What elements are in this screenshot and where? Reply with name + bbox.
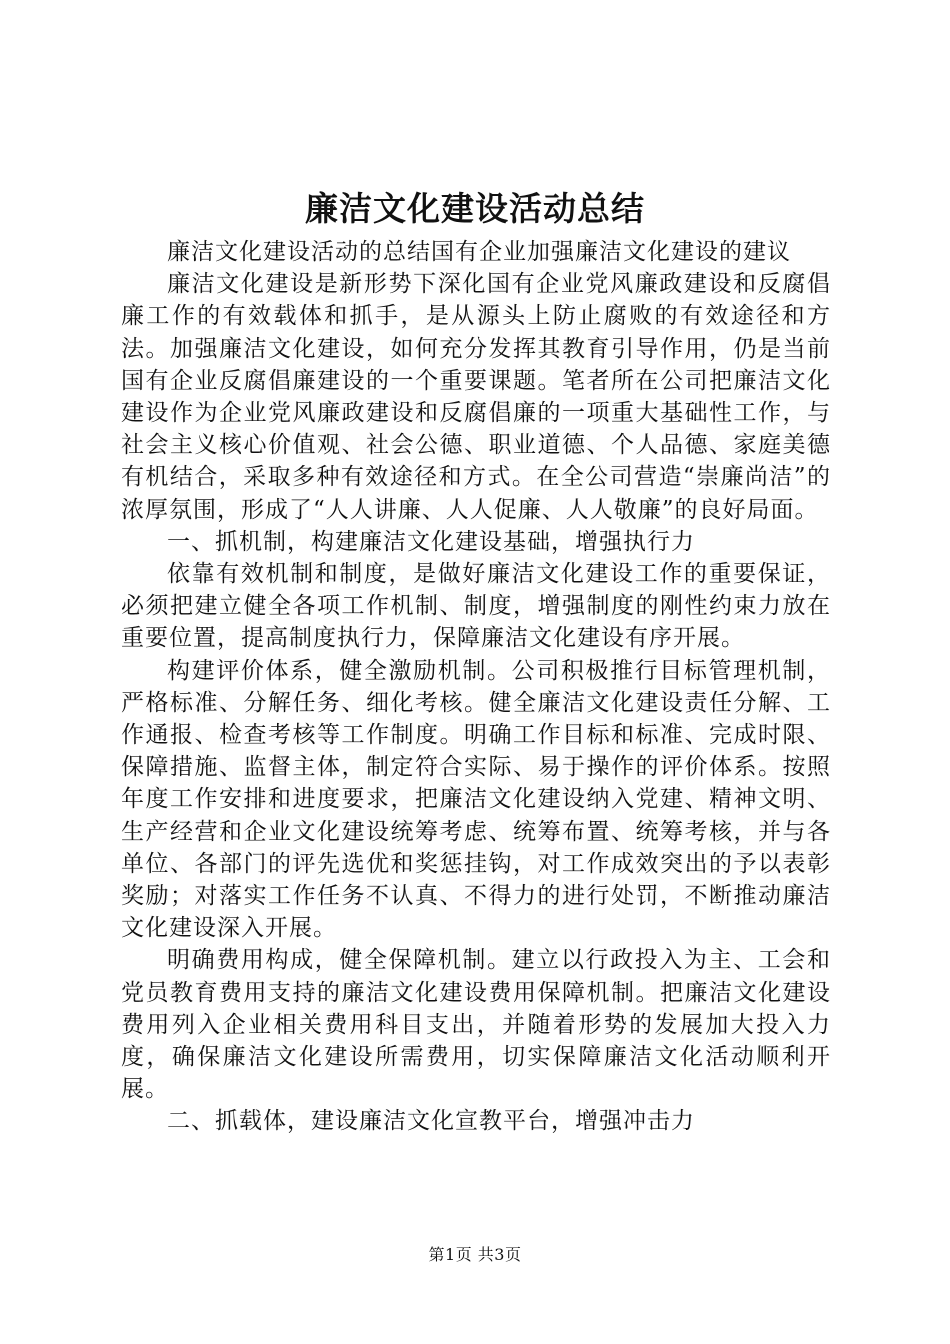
document-title: 廉洁文化建设活动总结 <box>305 189 645 228</box>
document-body <box>121 236 831 1138</box>
section-heading-2: 二、抓载体，建设廉洁文化宣教平台，增强冲击力 <box>167 1108 695 1135</box>
paragraph-mechanism: 依靠有效机制和制度，是做好廉洁文化建设工作的重要保证，必须把建立健全各项工作机制、制度，增强制度的刚性约束力放在重要位置，提高制度执行力，保障廉洁文化建设有序开展。 <box>121 561 831 652</box>
paragraph-intro: 廉洁文化建设是新形势下深化国有企业党风廉政建设和反腐倡廉工作的有效载体和抓手，是从源头上防止腐败的有效途径和方法。加强廉洁文化建设，如何充分发挥其教育引导作用，仍是当前国有企业反腐倡廉建设的一个重要课题。笔者所在公司把廉洁文化建设作为企业党风廉政建设和反腐倡廉的一项重大基础性工作，与社会主义核心价值观、社会公德、职业道德、个人品德、家庭美德有机结合，采取多种有效途径和方式。在全公司营造“崇廉尚洁”的浓厚氛围，形成了“人人讲廉、人人促廉、人人敬廉”的良好局面。 <box>121 271 831 523</box>
paragraph-evaluation: 构建评价体系，健全激励机制。公司积极推行目标管理机制，严格标准、分解任务、细化考核。健全廉洁文化建设责任分解、工作通报、检查考核等工作制度。明确工作目标和标准、完成时限、保障措施、监督主体，制定符合实际、易于操作的评价体系。按照年度工作安排和进度要求，把廉洁文化建设纳入党建、精神文明、生产经营和企业文化建设统筹考虑、统筹布置、统筹考核，并与各单位、各部门的评先选优和奖惩挂钩，对工作成效突出的予以表彰奖励；对落实工作任务不认真、不得力的进行处罚，不断推动廉洁文化建设深入开展。 <box>121 657 831 942</box>
paragraph-funding: 明确费用构成，健全保障机制。建立以行政投入为主、工会和党员教育费用支持的廉洁文化建设费用保障机制。把廉洁文化建设费用列入企业相关费用科目支出，并随着形势的发展加大投入力度，确保廉洁文化建设所需费用，切实保障廉洁文化活动顺利开展。 <box>121 947 831 1103</box>
section-heading-1: 一、抓机制，构建廉洁文化建设基础，增强执行力 <box>167 528 695 555</box>
page-number-footer: 第1页 共3页 <box>428 1245 522 1264</box>
paragraph-subtitle: 廉洁文化建设活动的总结国有企业加强廉洁文化建设的建议 <box>167 239 791 265</box>
